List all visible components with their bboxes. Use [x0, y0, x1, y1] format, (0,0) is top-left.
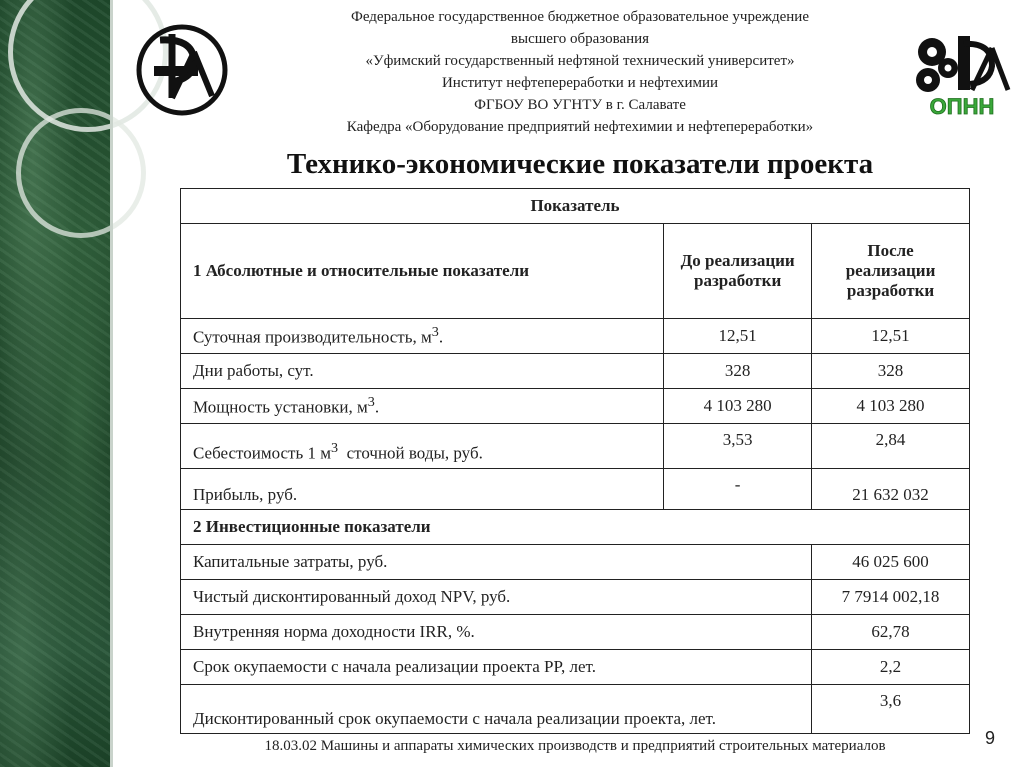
university-logo-icon — [132, 20, 232, 116]
table-cell-value: 2,2 — [812, 650, 970, 685]
table-cell-after: 12,51 — [812, 319, 970, 354]
header-line: Федеральное государственное бюджетное образовательное учреждение — [350, 9, 809, 25]
table-cell-after: 4 103 280 — [812, 389, 970, 424]
department-logo-text: ОПНН — [929, 94, 995, 119]
slide-footer: 18.03.02 Машины и аппараты химических производств и предприятий строительных материалов — [264, 738, 886, 754]
header-line: «Уфимский государственный нефтяной технический университет» — [365, 53, 795, 69]
table-row-label: Дни работы, сут. — [181, 354, 664, 389]
header-line: Кафедра «Оборудование предприятий нефтехимии и нефтепереработки» — [346, 119, 814, 135]
header-line: Институт нефтепереработки и нефтехимии — [441, 75, 719, 91]
decorative-marble-sidebar — [0, 0, 110, 767]
table-row-label: Мощность установки, $м^3$. — [181, 389, 664, 424]
header-line: высшего образования — [510, 31, 650, 47]
sidebar-divider — [110, 0, 113, 767]
table-cell-value: 3,6 — [812, 685, 970, 734]
section-heading: 1 Абсолютные и относительные показатели — [181, 224, 664, 319]
table-row-label: Чистый дисконтированный доход NPV, руб. — [181, 580, 812, 615]
table-cell-after: 328 — [812, 354, 970, 389]
decorative-ring — [16, 108, 146, 238]
table-cell-before: 328 — [664, 354, 812, 389]
slide-title: Технико-экономические показатели проекта — [286, 148, 874, 180]
table-cell-after: 2,84 — [812, 424, 970, 469]
page-number: 9 — [985, 728, 996, 748]
table-cell-value: 62,78 — [812, 615, 970, 650]
department-logo-icon — [910, 26, 1014, 122]
table-cell-value: 7 7914 002,18 — [812, 580, 970, 615]
table-row-label: Суточная производительность, $м^3$. — [181, 319, 664, 354]
column-header-before: До реализации разработки — [664, 224, 812, 319]
table-row-label: Капитальные затраты, руб. — [181, 545, 812, 580]
table-cell-value: 46 025 600 — [812, 545, 970, 580]
table-row-label: Внутренняя норма доходности IRR, %. — [181, 615, 812, 650]
table-cell-before: 12,51 — [664, 319, 812, 354]
table-cell-after: 21 632 032 — [812, 469, 970, 510]
column-header-after: После реализации разработки — [812, 224, 970, 319]
table-row-label: Дисконтированный срок окупаемости с начала реализации проекта, лет. — [181, 685, 812, 734]
header-line: ФГБОУ ВО УГНТУ в г. Салавате — [474, 97, 686, 113]
table-row-label: Себестоимость 1 $м^3$ сточной воды, руб. — [181, 424, 664, 469]
table-cell-before: - — [664, 469, 812, 510]
table-caption: Показатель — [181, 189, 970, 224]
table-row-label: Прибыль, руб. — [181, 469, 664, 510]
table-row-label: Срок окупаемости с начала реализации проекта PP, лет. — [181, 650, 812, 685]
institution-header — [240, 6, 920, 138]
table-cell-before: 4 103 280 — [664, 389, 812, 424]
indicators-table — [180, 188, 970, 734]
table-cell-before: 3,53 — [664, 424, 812, 469]
section-heading: 2 Инвестиционные показатели — [181, 510, 970, 545]
